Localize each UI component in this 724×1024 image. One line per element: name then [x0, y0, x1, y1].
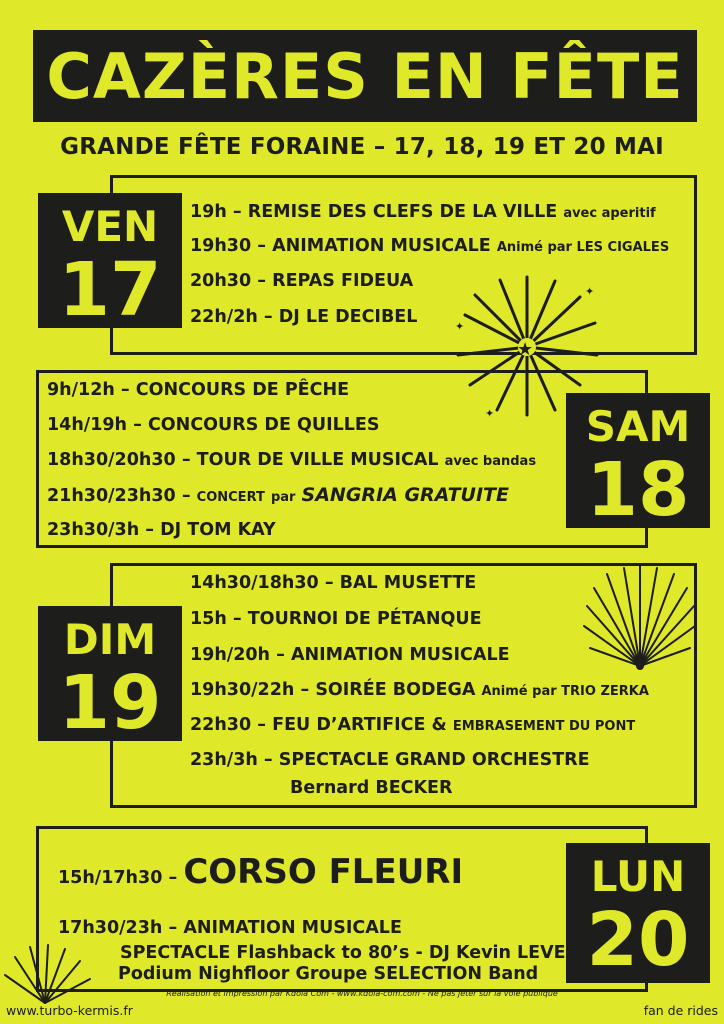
svg-text:★: ★	[517, 339, 534, 360]
monday-event-1: 15h/17h30 – CORSO FLEURI	[58, 852, 464, 892]
monday-event-2: 17h30/23h – ANIMATION MUSICALE	[58, 918, 402, 938]
monday-show-line-2: Podium Nighfloor Groupe SELECTION Band	[118, 964, 539, 984]
saturday-event-5: 23h30/3h – DJ TOM KAY	[47, 520, 276, 540]
friday-event-4: 22h/2h – DJ LE DECIBEL	[190, 307, 418, 327]
saturday-event-3: 18h30/20h30 – TOUR DE VILLE MUSICAL avec bandas	[47, 450, 537, 470]
poster-subtitle: GRANDE FÊTE FORAINE – 17, 18, 19 ET 20 MAI	[60, 134, 664, 160]
sunday-day-name: DIM	[63, 615, 157, 664]
monday-day-number: 20	[586, 897, 690, 983]
saturday-event-2: 14h/19h – CONCOURS DE QUILLES	[47, 415, 380, 435]
sunday-event-6-performer: Bernard BECKER	[290, 778, 453, 798]
saturday-event-4: 21h30/23h30 – CONCERT par SANGRIA GRATUITE	[47, 484, 509, 506]
print-credit: Réalisation et impression par Kdola Com - www.kdola-com.com - Ne pas jeter sur la voie publique	[166, 989, 558, 998]
saturday-day-name: SAM	[585, 402, 691, 451]
friday-event-1: 19h – REMISE DES CLEFS DE LA VILLE avec aperitif	[190, 202, 656, 222]
sunday-day-number: 19	[58, 660, 162, 746]
monday-show-line-1: SPECTACLE Flashback to 80’s - DJ Kevin LEVES	[120, 943, 579, 963]
sunday-event-1: 14h30/18h30 – BAL MUSETTE	[190, 573, 477, 593]
friday-event-3: 20h30 – REPAS FIDEUA	[190, 271, 414, 291]
sunday-event-6: 23h/3h – SPECTACLE GRAND ORCHESTRE	[190, 750, 590, 770]
svg-text:✦: ✦	[485, 407, 495, 420]
svg-text:✦: ✦	[455, 320, 465, 333]
sunday-day-box	[38, 606, 182, 746]
title-banner	[33, 30, 697, 122]
poster-title: CAZÈRES EN FÊTE	[46, 39, 684, 113]
monday-day-name: LUN	[590, 852, 686, 901]
watermark-site: www.turbo-kermis.fr	[6, 1003, 133, 1018]
sunday-event-2: 15h – TOURNOI DE PÉTANQUE	[190, 609, 482, 629]
watermark-tag: fan de rides	[643, 1003, 718, 1018]
firework-fan-icon	[582, 566, 697, 686]
sunday-event-3: 19h/20h – ANIMATION MUSICALE	[190, 645, 510, 665]
friday-event-2: 19h30 – ANIMATION MUSICALE Animé par LES CIGALES	[190, 236, 670, 256]
saturday-event-1: 9h/12h – CONCOURS DE PÊCHE	[47, 380, 350, 400]
friday-day-box	[38, 193, 182, 333]
saturday-day-box	[566, 393, 710, 533]
friday-day-number: 17	[58, 247, 162, 333]
sunday-event-5: 22h30 – FEU D’ARTIFICE & EMBRASEMENT DU PONT	[190, 715, 636, 735]
monday-day-box	[566, 843, 710, 983]
saturday-day-number: 18	[586, 447, 690, 533]
svg-text:✦: ✦	[585, 285, 595, 298]
sunday-event-4: 19h30/22h – SOIRÉE BODEGA Animé par TRIO ZERKA	[190, 680, 649, 700]
friday-day-name: VEN	[61, 202, 159, 251]
